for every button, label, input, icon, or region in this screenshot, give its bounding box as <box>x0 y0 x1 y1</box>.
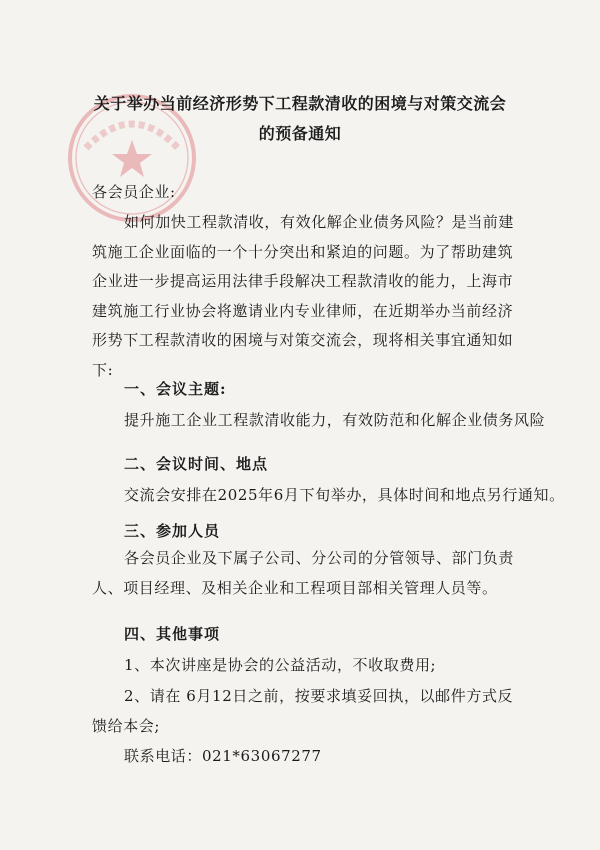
section-body-attendees: 各会员企业及下属子公司、分公司的分管领导、部门负责人、项目经理、及相关企业和工程项目部相关管理人员等。 <box>92 549 515 597</box>
other-item-2: 2、请在 6月12日之前，按要求填妥回执，以邮件方式反馈给本会; <box>92 687 514 735</box>
section-heading-theme: 一、会议主题: <box>124 380 227 398</box>
notice-title-line1: 关于举办当前经济形势下工程款清收的困境与对策交流会 <box>93 94 507 113</box>
other-item-1: 1、本次讲座是协会的公益活动，不收取费用; <box>124 656 437 674</box>
contact-phone: 联系电话：021*63067277 <box>124 747 322 765</box>
salutation: 各会员企业: <box>92 183 176 201</box>
section-body-theme: 提升施工企业工程款清收能力，有效防范和化解企业债务风险 <box>124 411 546 429</box>
section-heading-other: 四、其他事项 <box>124 625 221 643</box>
section-body-time-place: 交流会安排在2025年6月下旬举办，具体时间和地点另行通知。 <box>124 486 565 504</box>
section-heading-time-place: 二、会议时间、地点 <box>124 455 269 473</box>
intro-paragraph: 如何加快工程款清收，有效化解企业债务风险？是当前建筑施工企业面临的一个十分突出和紧迫的问题。为了帮助建筑企业进一步提高运用法律手段解决工程款清收的能力，上海市建筑施工行业协会将邀请业内专业律师，在近期举办当前经济形势下工程款清收的困境与对策交流会，现将相关事宜通知如下: <box>92 213 515 379</box>
section-heading-attendees: 三、参加人员 <box>124 522 221 540</box>
notice-title-line2: 的预备通知 <box>258 124 342 143</box>
